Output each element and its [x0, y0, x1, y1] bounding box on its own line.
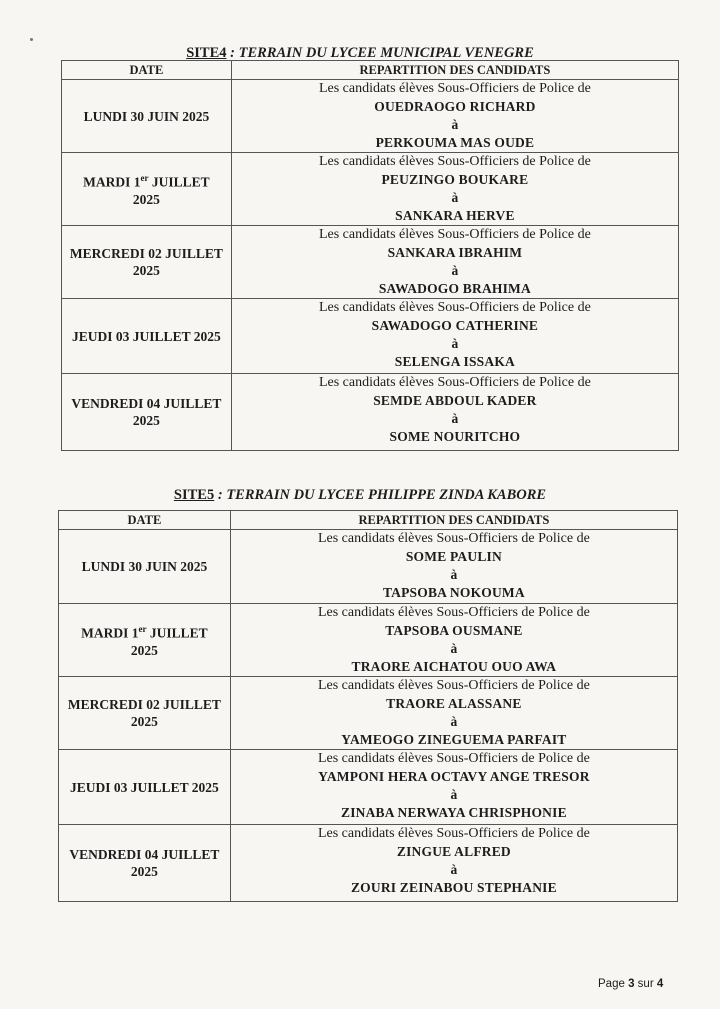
date-cell — [59, 750, 231, 825]
date-cell — [59, 530, 231, 604]
date-line2: 2025 — [132, 263, 160, 278]
to-name: SAWADOGO BRAHIMA — [378, 281, 531, 296]
site4-table — [61, 60, 679, 451]
site5-header-row — [59, 511, 678, 530]
site4-header-row — [62, 61, 679, 80]
date-line2: 2025 — [130, 864, 158, 879]
date-line1: MERCREDI 02 JUILLET — [67, 697, 221, 712]
table-row — [59, 530, 678, 604]
date-cell — [59, 825, 231, 902]
date-line2: 2025 — [130, 714, 158, 729]
intro-text: Les candidats élèves Sous-Officiers de Police de — [317, 678, 590, 693]
intro-text: Les candidats élèves Sous-Officiers de Police de — [318, 154, 591, 169]
to-name: ZOURI ZEINABOU STEPHANIE — [350, 880, 557, 895]
intro-text: Les candidats élèves Sous-Officiers de Police de — [317, 751, 590, 766]
date-line2: 2025 — [132, 413, 160, 428]
to-word: à — [451, 411, 459, 426]
date-year: 2025 — [132, 191, 160, 207]
repartition-cell — [230, 677, 677, 750]
to-word: à — [450, 787, 458, 802]
repartition-cell — [231, 299, 678, 374]
site4-separator: : — [226, 45, 239, 61]
repartition-cell — [230, 604, 677, 677]
date-text: JEUDI 03 JUILLET 2025 — [70, 779, 219, 795]
intro-text: Les candidats élèves Sous-Officiers de Police de — [317, 531, 590, 546]
to-name: YAMEOGO ZINEGUEMA PARFAIT — [341, 732, 567, 747]
to-name: TAPSOBA NOKOUMA — [382, 585, 525, 600]
date-line1: VENDREDI 04 JUILLET — [71, 396, 222, 411]
date-day: MARDI 1 — [81, 625, 139, 641]
site4-code: SITE4 — [186, 45, 227, 61]
date-line1: MERCREDI 02 JUILLET — [69, 246, 223, 261]
to-name: ZINABA NERWAYA CHRISPHONIE — [340, 805, 567, 820]
from-name: ZINGUE ALFRED — [396, 844, 511, 859]
site5-separator: : — [214, 487, 227, 503]
table-row — [59, 825, 678, 902]
site5-header-repartition: REPARTITION DES CANDIDATS — [230, 511, 677, 530]
from-name: SAWADOGO CATHERINE — [371, 318, 539, 333]
site4-name: TERRAIN DU LYCEE MUNICIPAL VENEGRE — [238, 45, 534, 61]
date-month: JUILLET — [146, 625, 208, 641]
date-month: JUILLET — [148, 174, 210, 190]
from-name: SEMDE ABDOUL KADER — [373, 393, 537, 408]
date-cell — [62, 226, 232, 299]
date-sup: er — [138, 624, 147, 635]
date-cell — [62, 374, 232, 451]
to-word: à — [450, 641, 458, 656]
table-row — [62, 80, 679, 153]
to-name: SOME NOURITCHO — [389, 429, 521, 444]
site5-code: SITE5 — [173, 487, 215, 503]
to-word: à — [451, 263, 459, 278]
repartition-cell — [231, 153, 678, 226]
to-word: à — [450, 714, 458, 729]
date-text: LUNDI 30 JUIN 2025 — [81, 559, 208, 574]
to-name: SELENGA ISSAKA — [394, 354, 515, 369]
table-row — [59, 677, 678, 750]
date-cell — [62, 153, 232, 226]
to-word: à — [451, 336, 459, 351]
repartition-cell — [230, 750, 677, 825]
repartition-cell — [231, 80, 678, 153]
page-number — [598, 978, 663, 990]
to-name: TRAORE AICHATOU OUO AWA — [351, 659, 557, 674]
table-row — [62, 374, 679, 451]
site5-header-date: DATE — [59, 511, 231, 530]
page-current: 3 — [628, 978, 635, 990]
from-name: PEUZINGO BOUKARE — [381, 172, 529, 187]
site5-title — [0, 487, 720, 504]
date-line1: VENDREDI 04 JUILLET — [69, 847, 220, 862]
intro-text: Les candidats élèves Sous-Officiers de Police de — [318, 227, 591, 242]
to-name: SANKARA HERVE — [395, 208, 515, 223]
to-word: à — [451, 117, 459, 132]
intro-text: Les candidats élèves Sous-Officiers de Police de — [317, 826, 590, 841]
date-text: LUNDI 30 JUIN 2025 — [83, 108, 210, 124]
from-name: TAPSOBA OUSMANE — [385, 623, 523, 638]
date-cell — [59, 604, 231, 677]
table-row — [59, 604, 678, 677]
date-cell — [62, 299, 232, 374]
intro-text: Les candidats élèves Sous-Officiers de Police de — [317, 605, 590, 620]
date-day: MARDI 1 — [83, 174, 141, 190]
from-name: SANKARA IBRAHIM — [387, 245, 523, 260]
site4-header-date: DATE — [62, 61, 232, 80]
from-name: SOME PAULIN — [405, 549, 502, 564]
repartition-cell — [231, 374, 678, 451]
scan-speck — [30, 38, 33, 41]
table-row — [59, 750, 678, 825]
table-row — [62, 153, 679, 226]
to-word: à — [450, 567, 458, 582]
to-word: à — [450, 862, 458, 877]
date-year: 2025 — [130, 642, 158, 658]
date-text: JEUDI 03 JUILLET 2025 — [72, 328, 221, 344]
date-sup: er — [140, 173, 149, 184]
date-cell — [62, 80, 232, 153]
from-name: YAMPONI HERA OCTAVY ANGE TRESOR — [318, 769, 590, 784]
page-total: 4 — [656, 978, 664, 990]
table-row — [62, 299, 679, 374]
from-name: TRAORE ALASSANE — [386, 696, 522, 711]
from-name: OUEDRAOGO RICHARD — [374, 99, 536, 114]
repartition-cell — [230, 530, 677, 604]
repartition-cell — [231, 226, 678, 299]
page-word: Page — [598, 978, 625, 990]
site5-table — [58, 510, 678, 902]
to-word: à — [451, 190, 459, 205]
date-cell — [59, 677, 231, 750]
repartition-cell — [230, 825, 677, 902]
intro-text: Les candidats élèves Sous-Officiers de Police de — [318, 81, 591, 96]
table-row — [62, 226, 679, 299]
site5-name: TERRAIN DU LYCEE PHILIPPE ZINDA KABORE — [226, 487, 547, 503]
page-sur: sur — [637, 978, 654, 990]
site4-header-repartition: REPARTITION DES CANDIDATS — [231, 61, 678, 80]
intro-text: Les candidats élèves Sous-Officiers de Police de — [318, 375, 591, 390]
intro-text: Les candidats élèves Sous-Officiers de Police de — [318, 300, 591, 315]
to-name: PERKOUMA MAS OUDE — [375, 135, 535, 150]
